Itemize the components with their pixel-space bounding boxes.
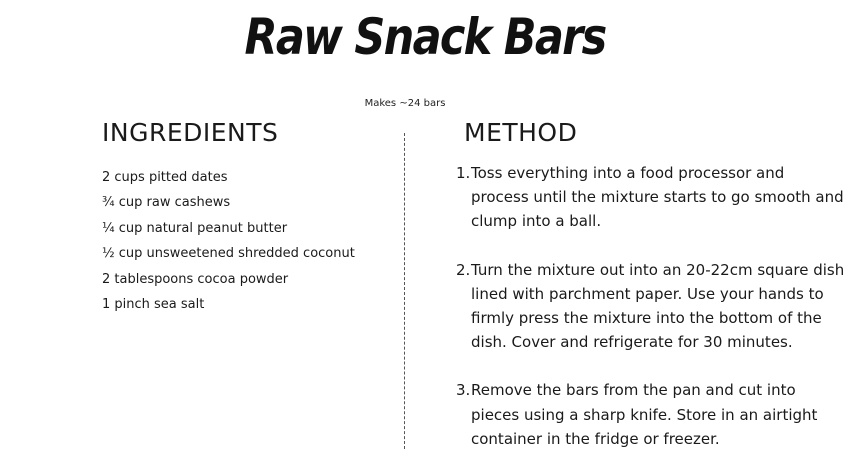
column-divider [404,133,405,449]
step-text: Toss everything into a food processor and process until the mixture starts to go smooth and clump into a ball. [471,164,844,231]
recipe-yield: Makes ~24 bars [364,98,446,109]
ingredient-item: 1 pinch sea salt [102,297,205,313]
ingredients-list [102,165,355,317]
method-steps [456,161,846,451]
recipe-title: Raw Snack Bars [244,8,606,66]
method-step [456,378,846,451]
ingredient-item: ½ cup unsweetened shredded coconut [102,246,355,262]
step-text: Remove the bars from the pan and cut into pieces using a sharp knife. Store in an airtight container in the fridge or freezer. [471,381,818,448]
method-step [456,258,846,355]
step-text: Turn the mixture out into an 20-22cm square dish lined with parchment paper. Use your hands to firmly press the mixture into the bottom of the dish. Cover and refrigerate for 30 minutes. [471,260,845,352]
step-number: 3. [456,381,471,400]
ingredient-item: 2 tablespoons cocoa powder [102,271,289,287]
step-number: 2. [456,260,471,279]
ingredients-heading: INGREDIENTS [102,118,279,147]
method-heading: METHOD [464,118,578,147]
ingredient-item: ¾ cup raw cashews [102,195,231,211]
ingredient-item: ¼ cup natural peanut butter [102,220,288,236]
ingredient-item: 2 cups pitted dates [102,170,228,185]
step-number: 1. [456,164,471,182]
method-step [456,161,846,234]
